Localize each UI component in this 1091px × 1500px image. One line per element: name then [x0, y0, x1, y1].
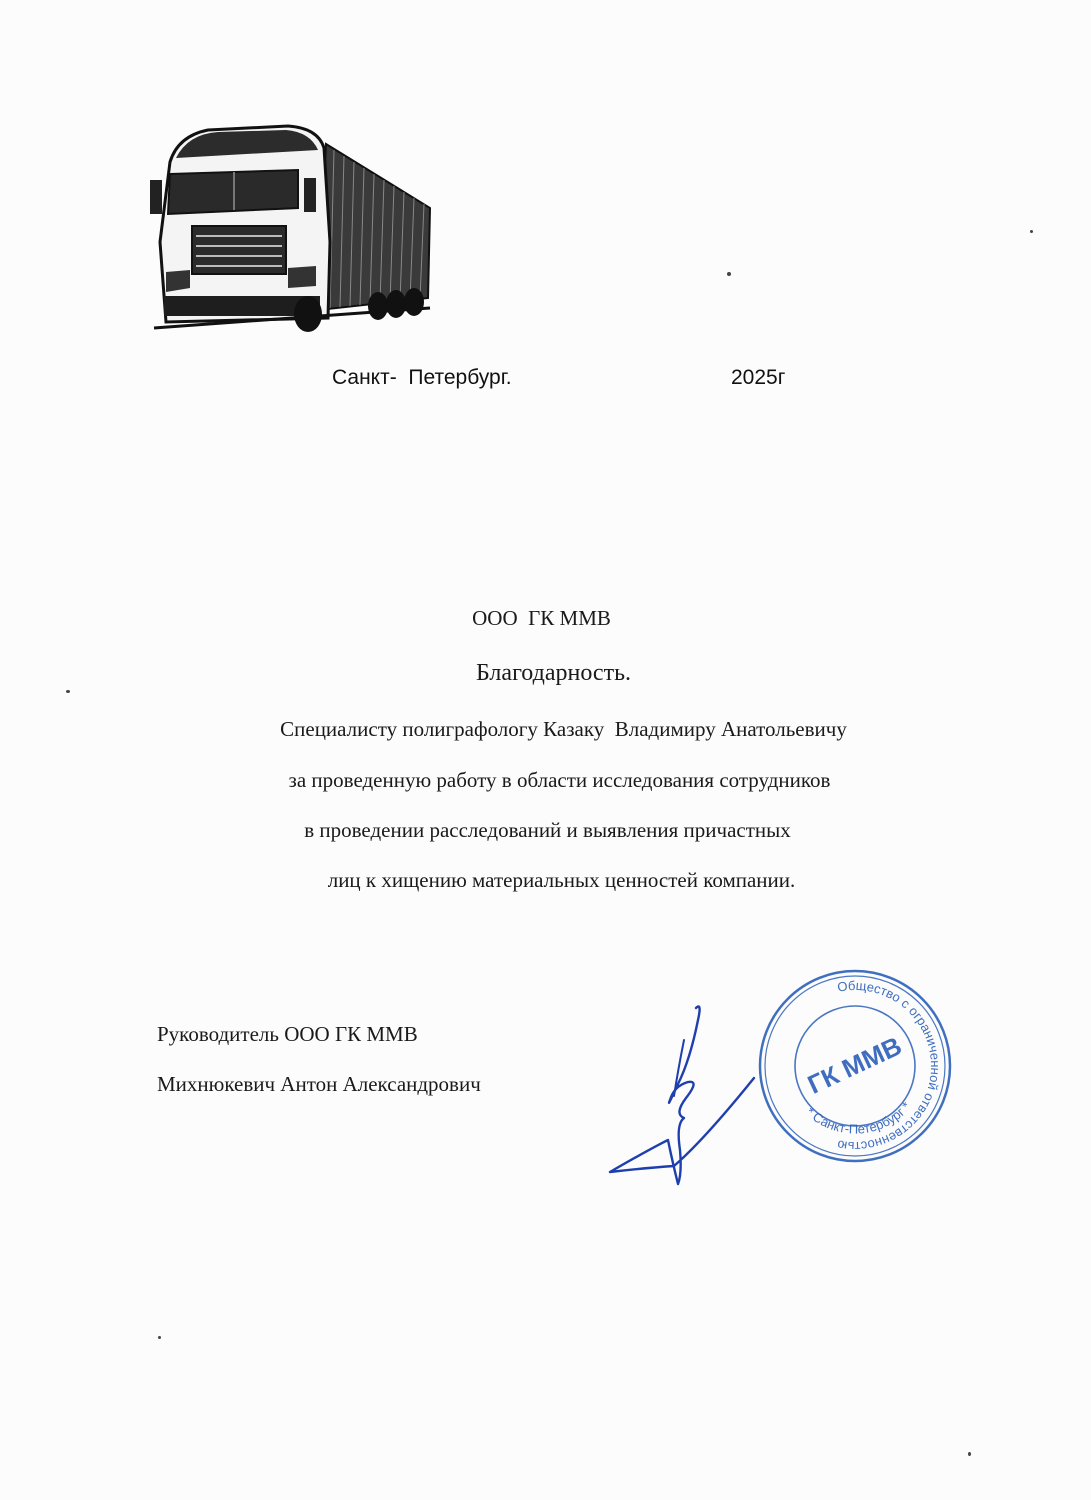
body-line-3: в проведении расследований и выявления причастных	[304, 818, 791, 842]
scan-speck	[158, 1336, 161, 1339]
place-date-line	[0, 366, 1091, 398]
truck-icon	[148, 122, 434, 334]
svg-text:* Санкт-Петербург *: * Санкт-Петербург *	[803, 1098, 914, 1137]
svg-text:ГК ММВ: ГК ММВ	[802, 1030, 907, 1100]
company-seal	[755, 966, 955, 1166]
svg-text:Общество с ограниченной ответс: Общество с ограниченной ответственностью	[836, 977, 944, 1155]
body-line-2: за проведенную работу в области исследования сотрудников	[288, 768, 831, 792]
company-name: ООО ГК ММВ	[472, 606, 611, 630]
body-line-1: Специалисту полиграфологу Казаку Владимиру Анатольевичу	[280, 717, 847, 741]
scan-speck	[727, 272, 731, 276]
handwritten-signature	[604, 1000, 764, 1190]
signatory-name: Михнюкевич Антон Александрович	[157, 1072, 481, 1096]
body-line-4: лиц к хищению материальных ценностей компании.	[327, 868, 796, 892]
year-label: 2025г	[731, 366, 786, 389]
scan-speck	[968, 1452, 971, 1456]
letter-title: Благодарность.	[475, 660, 632, 686]
city-label: Санкт- Петербург.	[332, 366, 512, 389]
scan-speck	[66, 690, 70, 693]
signatory-role: Руководитель ООО ГК ММВ	[157, 1022, 418, 1046]
scan-speck	[1030, 230, 1033, 233]
